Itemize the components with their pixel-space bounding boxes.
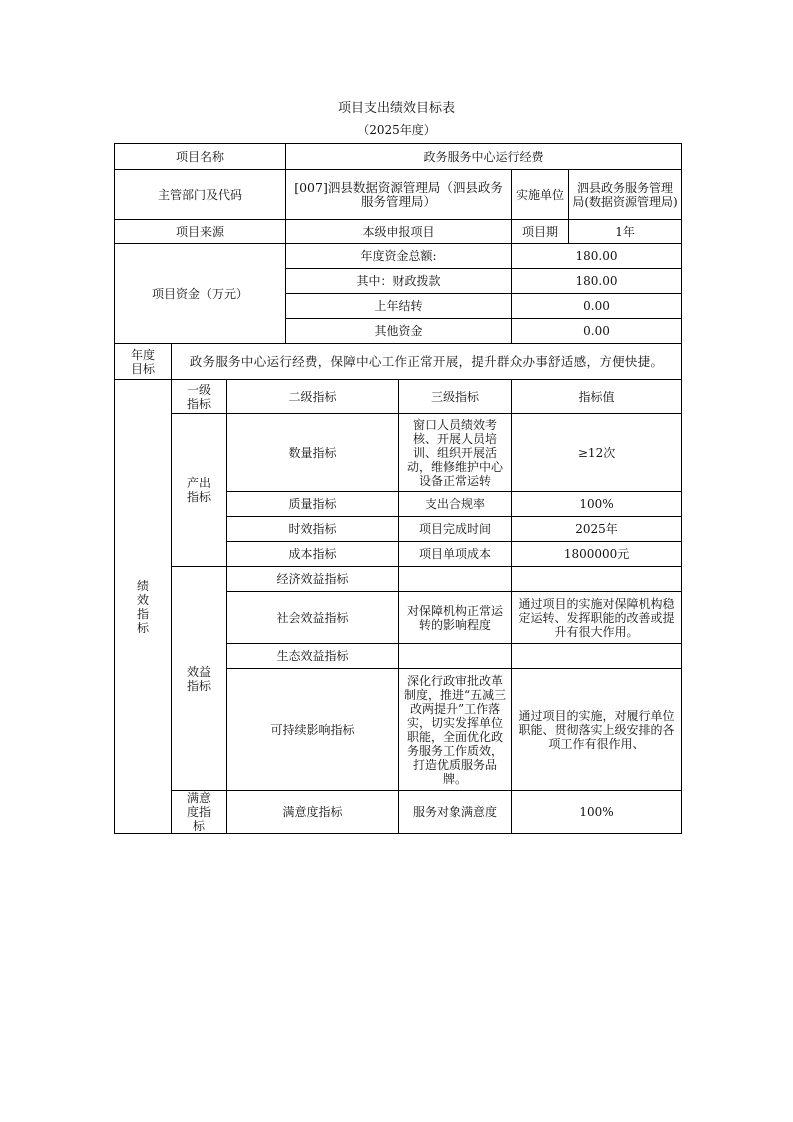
cost-level3: 项目单项成本 <box>399 542 512 567</box>
satisfaction-value: 100% <box>512 791 682 834</box>
sustainable-level2: 可持续影响指标 <box>227 669 399 791</box>
economic-level2: 经济效益指标 <box>227 567 399 592</box>
performance-target-table <box>114 143 682 834</box>
dept-label: 主管部门及代码 <box>115 170 286 220</box>
funds-total-label: 年度资金总额: <box>286 244 512 269</box>
funds-label: 项目资金（万元） <box>115 244 286 344</box>
social-level3: 对保障机构正常运转的影响程度 <box>399 592 512 644</box>
funds-carryover-value: 0.00 <box>512 294 682 319</box>
dept-value: [007]泗县数据资源管理局（泗县政务服务管理局） <box>286 170 512 220</box>
ecological-level2: 生态效益指标 <box>227 644 399 669</box>
period-label: 项目期 <box>512 220 569 244</box>
table-title: 项目支出绩效目标表 <box>337 101 455 116</box>
funds-fiscal-label: 其中：财政拨款 <box>286 269 512 294</box>
funds-other-label: 其他资金 <box>286 319 512 344</box>
funds-other-value: 0.00 <box>512 319 682 344</box>
social-value: 通过项目的实施对保障机构稳定运转、发挥职能的改善或提升有很大作用。 <box>512 592 682 644</box>
funds-total-value: 180.00 <box>512 244 682 269</box>
economic-level3 <box>399 567 512 592</box>
impl-unit-value: 泗县政务服务管理局(数据资源管理局) <box>569 170 682 220</box>
sustainable-level3: 深化行政审批改革制度，推进“五减三改两提升”工作落实，切实发挥单位职能，全面优化政务服务工作质效，打造优质服务品牌。 <box>399 669 512 791</box>
sustainable-value: 通过项目的实施，对履行单位职能、贯彻落实上级安排的各项工作有很作用、 <box>512 669 682 791</box>
timeliness-value: 2025年 <box>512 517 682 542</box>
quantity-level3: 窗口人员绩效考核、开展人员培训、组织开展活动，维修维护中心设备正常运转 <box>399 414 512 492</box>
period-value: 1年 <box>569 220 682 244</box>
goal-text: 政务服务中心运行经费，保障中心工作正常开展，提升群众办事舒适感，方便快捷。 <box>172 344 682 380</box>
header-level1: 一级指标 <box>172 380 227 414</box>
impl-unit-label: 实施单位 <box>512 170 569 220</box>
cost-level2: 成本指标 <box>227 542 399 567</box>
quantity-value: ≥12次 <box>512 414 682 492</box>
funds-fiscal-value: 180.00 <box>512 269 682 294</box>
quality-level3: 支出合规率 <box>399 492 512 517</box>
output-label: 产出指标 <box>172 414 227 567</box>
timeliness-level2: 时效指标 <box>227 517 399 542</box>
source-value: 本级申报项目 <box>286 220 512 244</box>
project-name-value: 政务服务中心运行经费 <box>286 144 682 170</box>
social-level2: 社会效益指标 <box>227 592 399 644</box>
ecological-level3 <box>399 644 512 669</box>
goal-label: 年度目标 <box>115 344 172 380</box>
economic-value <box>512 567 682 592</box>
source-label: 项目来源 <box>115 220 286 244</box>
cost-value: 1800000元 <box>512 542 682 567</box>
header-level3: 三级指标 <box>399 380 512 414</box>
indicators-section-label: 绩效指标 <box>115 380 172 834</box>
quality-value: 100% <box>512 492 682 517</box>
quantity-level2: 数量指标 <box>227 414 399 492</box>
satisfaction-level2: 满意度指标 <box>227 791 399 834</box>
timeliness-level3: 项目完成时间 <box>399 517 512 542</box>
header-level2: 二级指标 <box>227 380 399 414</box>
funds-carryover-label: 上年结转 <box>286 294 512 319</box>
table-subtitle: （2025年度） <box>357 123 436 137</box>
ecological-value <box>512 644 682 669</box>
quality-level2: 质量指标 <box>227 492 399 517</box>
benefit-label: 效益指标 <box>172 567 227 791</box>
project-name-label: 项目名称 <box>115 144 286 170</box>
header-value: 指标值 <box>512 380 682 414</box>
satisfaction-level3: 服务对象满意度 <box>399 791 512 834</box>
satisfaction-label: 满意度指标 <box>172 791 227 834</box>
